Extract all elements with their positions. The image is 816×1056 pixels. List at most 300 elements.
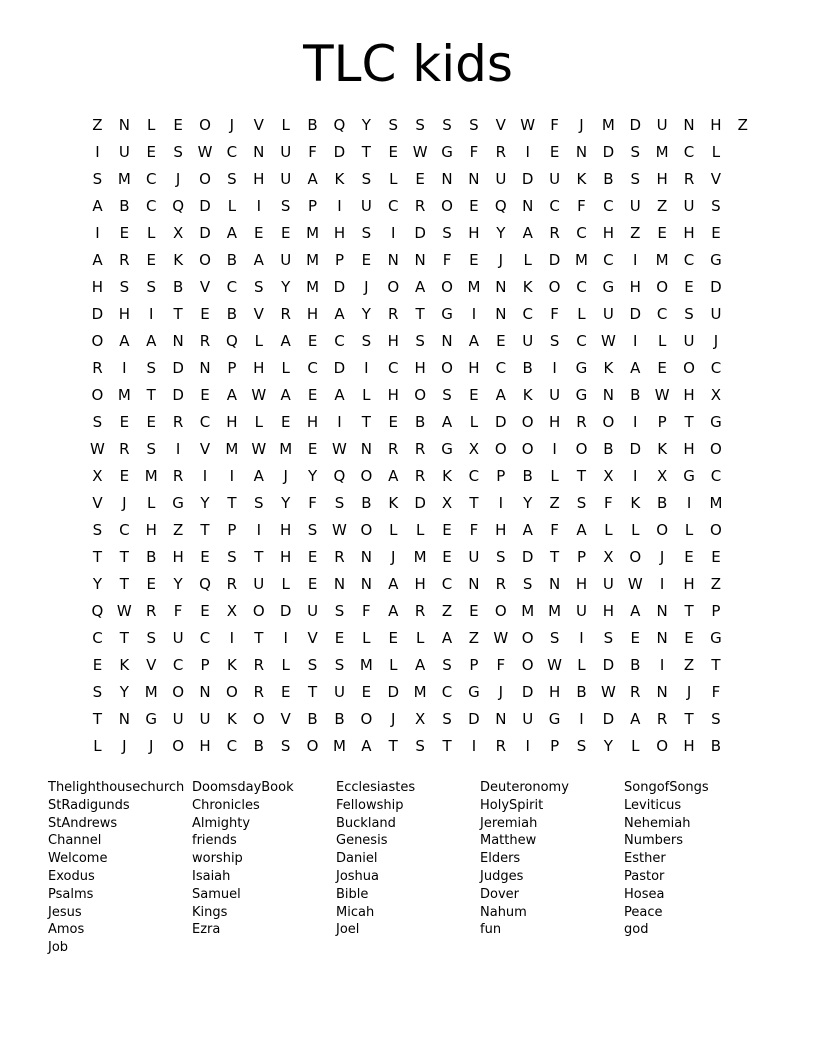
grid-letter: E — [173, 116, 183, 134]
word-list-item: Ecclesiastes — [336, 780, 416, 795]
grid-letter: N — [360, 440, 372, 458]
grid-letter: T — [307, 683, 318, 701]
grid-letter: L — [604, 521, 613, 539]
grid-letter: N — [360, 575, 372, 593]
grid-letter: I — [552, 359, 557, 377]
grid-letter: L — [415, 521, 425, 539]
grid-row — [84, 652, 756, 679]
grid-letter: Y — [281, 494, 291, 512]
grid-letter: M — [117, 170, 131, 188]
grid-letter: H — [548, 683, 561, 701]
word-list-item: Almighty — [192, 815, 251, 831]
word-list-item: Welcome — [48, 851, 108, 867]
grid-letter: T — [550, 548, 560, 566]
grid-letter: H — [145, 521, 157, 539]
grid-letter: M — [413, 548, 427, 566]
grid-letter: Y — [173, 575, 183, 593]
grid-letter: H — [710, 116, 722, 134]
grid-letter: A — [226, 386, 238, 404]
grid-letter: F — [496, 656, 506, 674]
grid-letter: L — [254, 413, 263, 431]
grid-letter: W — [520, 116, 536, 134]
grid-letter: N — [522, 197, 534, 215]
grid-letter: D — [629, 305, 642, 323]
grid-letter: D — [387, 683, 400, 701]
grid-letter: S — [227, 548, 237, 566]
grid-letter: G — [683, 467, 695, 485]
grid-letter: T — [254, 548, 264, 566]
grid-letter: S — [119, 278, 130, 296]
grid-letter: I — [579, 710, 584, 728]
grid-letter: A — [630, 359, 641, 377]
grid-letter: R — [119, 440, 130, 458]
grid-letter: S — [173, 143, 183, 161]
word-list-item: HolySpirit — [480, 797, 544, 813]
grid-letter: W — [116, 602, 132, 620]
grid-letter: X — [172, 224, 184, 242]
grid-row — [84, 112, 756, 139]
grid-letter: K — [226, 656, 237, 674]
grid-letter: L — [389, 656, 398, 674]
grid-letter: E — [146, 143, 156, 161]
grid-letter: Y — [119, 683, 129, 701]
grid-letter: E — [469, 251, 479, 269]
grid-letter: A — [522, 521, 533, 539]
grid-letter: S — [146, 278, 156, 296]
grid-letter: I — [659, 656, 665, 674]
grid-letter: E — [469, 197, 479, 215]
grid-letter: H — [118, 305, 130, 323]
grid-letter: S — [576, 737, 587, 755]
grid-letter: J — [686, 683, 692, 701]
grid-letter: U — [360, 197, 372, 215]
grid-letter: N — [656, 602, 668, 620]
grid-letter: P — [308, 197, 318, 215]
word-list-item: Amos — [48, 922, 85, 938]
grid-letter: J — [498, 251, 504, 269]
grid-letter: I — [633, 467, 638, 485]
grid-letter: E — [146, 251, 156, 269]
grid-row — [84, 436, 756, 463]
grid-letter: Y — [496, 224, 506, 242]
grid-letter: L — [281, 575, 290, 593]
grid-letter: L — [523, 251, 532, 269]
grid-letter: I — [175, 440, 181, 458]
grid-letter: C — [468, 467, 480, 485]
grid-letter: L — [577, 305, 586, 323]
grid-letter: S — [92, 683, 103, 701]
grid-letter: C — [334, 332, 345, 350]
grid-letter: I — [256, 521, 261, 539]
grid-letter: I — [122, 359, 127, 377]
word-list-item: Buckland — [336, 815, 396, 831]
grid-letter: U — [602, 305, 614, 323]
grid-letter: U — [575, 602, 587, 620]
grid-letter: M — [655, 251, 669, 269]
grid-letter: Q — [333, 467, 346, 485]
grid-letter: L — [147, 116, 156, 134]
grid-letter: C — [683, 143, 695, 161]
grid-letter: H — [280, 521, 292, 539]
grid-letter: R — [656, 710, 668, 728]
grid-letter: L — [389, 170, 398, 188]
grid-letter: I — [391, 224, 396, 242]
word-list-item: StAndrews — [48, 815, 118, 831]
grid-letter: E — [119, 224, 130, 242]
grid-letter: V — [253, 116, 264, 134]
grid-letter: C — [388, 197, 399, 215]
grid-letter: E — [146, 413, 156, 431]
word-list-item: Elders — [480, 851, 521, 867]
grid-letter: E — [334, 629, 345, 647]
word-list-item: Bible — [336, 886, 369, 902]
grid-letter: B — [226, 305, 238, 323]
word-list-item: StRadigunds — [48, 797, 130, 813]
grid-letter: O — [683, 359, 695, 377]
grid-letter: I — [337, 413, 342, 431]
grid-letter: O — [521, 440, 534, 458]
grid-letter: S — [442, 386, 452, 404]
grid-letter: R — [630, 683, 641, 701]
grid-letter: G — [710, 251, 722, 269]
grid-letter: R — [414, 197, 426, 215]
grid-letter: S — [576, 494, 587, 512]
grid-letter: U — [683, 332, 695, 350]
grid-letter: S — [92, 521, 103, 539]
grid-letter: H — [226, 413, 238, 431]
grid-letter: T — [173, 305, 183, 323]
grid-letter: C — [576, 332, 587, 350]
grid-letter: X — [603, 548, 614, 566]
grid-letter: D — [199, 224, 211, 242]
grid-letter: L — [147, 224, 156, 242]
grid-letter: N — [441, 332, 453, 350]
grid-letter: T — [469, 494, 479, 512]
grid-letter: C — [92, 629, 103, 647]
grid-letter: M — [144, 683, 158, 701]
grid-letter: S — [92, 170, 103, 188]
grid-letter: E — [307, 575, 318, 593]
grid-row — [84, 733, 756, 760]
grid-letter: T — [119, 629, 129, 647]
word-list-item: Nahum — [480, 904, 527, 920]
grid-letter: H — [306, 413, 319, 431]
grid-letter: S — [711, 197, 721, 215]
grid-letter: A — [522, 224, 533, 242]
grid-letter: S — [280, 197, 291, 215]
grid-letter: F — [173, 602, 183, 620]
grid-letter: R — [388, 305, 399, 323]
grid-row — [84, 625, 756, 652]
grid-letter: P — [550, 737, 560, 755]
grid-letter: D — [172, 386, 184, 404]
grid-letter: U — [280, 170, 292, 188]
grid-letter: S — [361, 332, 372, 350]
grid-letter: X — [92, 467, 103, 485]
word-list-item: Samuel — [192, 886, 241, 902]
grid-letter: H — [683, 386, 695, 404]
word-list-item: Micah — [336, 904, 375, 920]
grid-letter: S — [711, 710, 721, 728]
word-list-item: Hosea — [624, 886, 665, 902]
grid-letter: F — [469, 143, 479, 161]
word-column — [480, 779, 624, 957]
grid-letter: B — [253, 737, 264, 755]
grid-letter: U — [522, 332, 534, 350]
grid-letter: C — [441, 683, 453, 701]
word-list-item: Nehemiah — [624, 815, 691, 831]
grid-letter: I — [202, 467, 208, 485]
grid-letter: S — [549, 629, 560, 647]
grid-letter: A — [92, 251, 103, 269]
grid-letter: M — [306, 224, 320, 242]
grid-letter: O — [441, 359, 453, 377]
grid-letter: G — [441, 143, 453, 161]
grid-letter: O — [548, 278, 561, 296]
grid-letter: N — [414, 251, 426, 269]
grid-letter: A — [119, 332, 130, 350]
grid-letter: A — [146, 332, 157, 350]
grid-letter: U — [549, 170, 561, 188]
grid-letter: P — [227, 521, 237, 539]
grid-letter: E — [684, 548, 694, 566]
grid-letter: U — [280, 251, 292, 269]
grid-letter: I — [686, 494, 692, 512]
grid-letter: R — [414, 467, 426, 485]
grid-letter: N — [441, 170, 453, 188]
grid-letter: C — [495, 359, 507, 377]
grid-letter: X — [441, 494, 453, 512]
grid-letter: S — [496, 548, 506, 566]
grid-letter: S — [307, 656, 318, 674]
grid-letter: R — [495, 143, 507, 161]
grid-letter: T — [361, 413, 371, 431]
grid-letter: E — [630, 629, 640, 647]
grid-letter: O — [252, 602, 265, 620]
grid-letter: S — [442, 710, 452, 728]
word-list-item: god — [624, 922, 649, 938]
grid-letter: A — [334, 386, 345, 404]
word-list-item: Isaiah — [192, 868, 231, 884]
grid-letter: M — [575, 251, 588, 269]
grid-letter: E — [496, 332, 506, 350]
grid-letter: K — [334, 170, 345, 188]
grid-letter: S — [469, 116, 479, 134]
grid-letter: N — [495, 710, 507, 728]
grid-letter: H — [683, 737, 695, 755]
word-list-item: Ezra — [192, 922, 221, 938]
grid-letter: F — [308, 494, 317, 512]
grid-letter: C — [683, 251, 695, 269]
grid-letter: C — [576, 278, 587, 296]
grid-letter: K — [173, 251, 184, 269]
grid-letter: L — [577, 656, 586, 674]
grid-letter: R — [414, 602, 426, 620]
grid-letter: E — [415, 170, 425, 188]
grid-letter: S — [361, 224, 372, 242]
grid-letter: T — [119, 575, 129, 593]
grid-letter: G — [575, 386, 588, 404]
word-list-item: Joel — [336, 922, 360, 938]
grid-letter: C — [710, 467, 722, 485]
grid-letter: X — [710, 386, 722, 404]
grid-letter: S — [92, 413, 103, 431]
grid-letter: V — [146, 656, 157, 674]
grid-letter: R — [172, 413, 184, 431]
word-list-item: Job — [48, 940, 69, 956]
grid-letter: X — [657, 467, 668, 485]
grid-letter: J — [149, 737, 154, 755]
grid-letter: S — [146, 629, 156, 647]
grid-letter: W — [627, 575, 643, 593]
grid-letter: N — [683, 116, 695, 134]
grid-letter: U — [468, 548, 480, 566]
grid-letter: Y — [603, 737, 613, 755]
grid-letter: P — [711, 602, 721, 620]
grid-letter: P — [227, 359, 237, 377]
grid-letter: A — [630, 710, 641, 728]
grid-letter: I — [525, 737, 530, 755]
grid-letter: I — [579, 629, 584, 647]
grid-letter: N — [468, 170, 480, 188]
grid-letter: T — [684, 602, 694, 620]
grid-letter: H — [172, 548, 184, 566]
grid-letter: M — [655, 143, 669, 161]
grid-letter: N — [199, 683, 211, 701]
grid-letter: W — [547, 656, 562, 674]
grid-letter: H — [280, 548, 292, 566]
grid-letter: Q — [199, 575, 211, 593]
grid-letter: A — [388, 467, 399, 485]
grid-letter: F — [550, 305, 559, 323]
grid-letter: M — [413, 683, 427, 701]
grid-letter: F — [711, 683, 721, 701]
grid-letter: L — [281, 116, 290, 134]
grid-letter: R — [495, 737, 507, 755]
grid-letter: G — [172, 494, 184, 512]
grid-letter: D — [521, 548, 534, 566]
grid-row — [84, 517, 756, 544]
grid-letter: M — [601, 116, 615, 134]
word-list-item: DoomsdayBook — [192, 780, 294, 795]
grid-letter: V — [280, 710, 291, 728]
grid-letter: A — [280, 332, 291, 350]
grid-letter: L — [631, 737, 640, 755]
grid-letter: O — [494, 602, 507, 620]
grid-letter: U — [656, 116, 668, 134]
grid-letter: O — [575, 440, 588, 458]
grid-row — [84, 139, 756, 166]
grid-letter: L — [550, 467, 559, 485]
grid-letter: A — [468, 332, 480, 350]
grid-letter: L — [281, 359, 290, 377]
grid-letter: D — [521, 683, 534, 701]
grid-letter: I — [95, 143, 100, 161]
grid-letter: L — [362, 386, 371, 404]
grid-letter: N — [360, 548, 372, 566]
grid-letter: Q — [91, 602, 104, 620]
grid-letter: B — [576, 683, 587, 701]
grid-letter: U — [199, 710, 211, 728]
grid-letter: A — [280, 386, 291, 404]
grid-letter: I — [659, 575, 665, 593]
grid-letter: X — [226, 602, 238, 620]
grid-letter: J — [498, 683, 504, 701]
grid-letter: I — [256, 197, 261, 215]
grid-letter: M — [117, 386, 131, 404]
grid-letter: A — [307, 170, 318, 188]
word-list-item: Fellowship — [336, 797, 404, 813]
grid-letter: N — [118, 116, 130, 134]
grid-row — [84, 274, 756, 301]
grid-letter: G — [575, 359, 588, 377]
grid-letter: T — [684, 413, 694, 431]
grid-letter: J — [579, 116, 584, 134]
grid-letter: C — [172, 656, 184, 674]
grid-letter: B — [119, 197, 130, 215]
word-list-item: Judges — [480, 868, 524, 884]
grid-letter: R — [253, 683, 264, 701]
grid-letter: M — [225, 440, 239, 458]
grid-letter: O — [602, 413, 615, 431]
grid-letter: T — [200, 521, 210, 539]
word-list-item: Deuteronomy — [480, 780, 569, 795]
grid-letter: E — [280, 224, 291, 242]
grid-letter: O — [710, 521, 722, 539]
grid-letter: B — [630, 386, 641, 404]
grid-letter: C — [388, 359, 399, 377]
grid-letter: L — [254, 332, 263, 350]
grid-letter: K — [226, 710, 237, 728]
grid-letter: Y — [523, 494, 533, 512]
grid-letter: C — [119, 521, 130, 539]
grid-letter: H — [91, 278, 104, 296]
grid-letter: E — [657, 224, 667, 242]
grid-letter: P — [334, 251, 344, 269]
grid-letter: N — [172, 332, 184, 350]
word-list-item: SongofSongs — [624, 780, 709, 795]
grid-letter: O — [172, 683, 185, 701]
grid-letter: S — [334, 656, 345, 674]
grid-letter: O — [629, 548, 642, 566]
grid-letter: L — [469, 413, 479, 431]
grid-letter: Z — [441, 602, 453, 620]
grid-letter: H — [199, 737, 211, 755]
grid-letter: A — [415, 278, 426, 296]
grid-letter: R — [253, 656, 264, 674]
grid-letter: T — [361, 143, 371, 161]
grid-letter: W — [90, 440, 105, 458]
grid-letter: B — [630, 656, 641, 674]
grid-letter: E — [469, 386, 479, 404]
grid-letter: O — [521, 413, 534, 431]
grid-letter: E — [442, 548, 452, 566]
word-list-item: Daniel — [336, 851, 378, 867]
word-list-item: Peace — [624, 904, 663, 920]
grid-letter: C — [226, 278, 238, 296]
grid-letter: E — [200, 548, 210, 566]
grid-letter: O — [521, 656, 534, 674]
grid-letter: T — [92, 548, 103, 566]
grid-letter: J — [659, 548, 665, 566]
word-list — [48, 779, 768, 957]
grid-letter: E — [657, 359, 667, 377]
grid-letter: N — [602, 386, 614, 404]
grid-letter: N — [253, 143, 265, 161]
grid-letter: H — [468, 224, 480, 242]
grid-letter: L — [281, 656, 290, 674]
grid-letter: J — [364, 278, 369, 296]
